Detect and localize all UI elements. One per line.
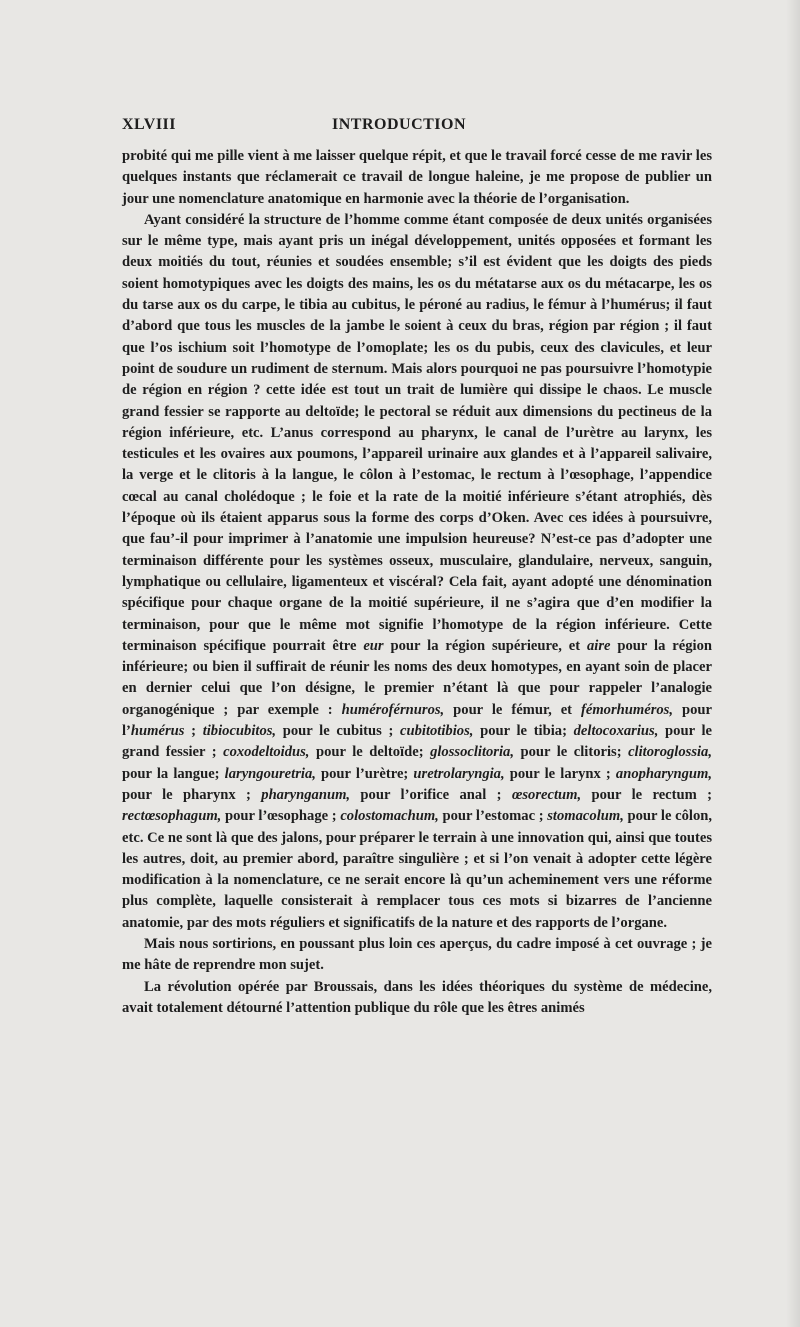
paragraph-3: Mais nous sortirions, en poussant plus loin ces aperçus, du cadre imposé à cet ouvrage ; je me hâte de reprendre mon sujet.: [122, 935, 712, 974]
page-number: XLVIII: [122, 116, 176, 133]
body-text: [122, 146, 712, 1019]
paragraph-4: La révolution opérée par Broussais, dans les idées théoriques du système de médecine, avait totalement détourné l’attention publique du rôle que les êtres animés: [122, 978, 712, 1016]
running-head: [122, 116, 712, 138]
running-title: INTRODUCTION: [332, 116, 467, 133]
paragraph-2: Ayant considéré la structure de l’homme comme étant composée de deux unités organisées sur le même type, mais ayant pris un inégal développement, unités opposées et formant les deux moitiés du tout, réunies et soudées ensemble; s’il est évident que les doigts des pieds soient homotypiques avec les doigts des mains, les os du métatarse aux os du métacarpe, les os du tarse aux os du carpe, le tibia au cubitus, le péroné au radius, le fémur à l’humérus; il faut d’abord que tous les muscles de la jambe le soient à ceux du bras, région par région ; il faut que l’os ischium soit l’homotype de l’omoplate; les os du pubis, ceux des clavicules, et leur point de soudure un rudiment de sternum. Mais alors pourquoi ne pas poursuivre l’homotypie de région en région ? cette idée est tout un trait de lumière qui dissipe le chaos. Le muscle grand fessier se rapporte au deltoïde; le pectoral se réduit aux dimensions du pectineus de la région inférieure, etc. L’anus correspond au pharynx, le canal de l’urètre au larynx, les testicules et les ovaires aux poumons, l’appareil urinaire aux glandes et à l’appareil salivaire, la verge et le clitoris à la langue, le côlon à l’estomac, le rectum à l’œsophage, l’appendice cœcal au canal cholédoque ; le foie et la rate de la moitié inférieure s’étant atrophiés, dès l’époque où ils étaient apparus sous la forme des corps d’Oken. Avec ces idées à poursuivre, que fau’-il pour imprimer à l’anatomie une impulsion heureuse? N’est-ce pas d’adopter une terminaison différente pour les systèmes osseux, musculaire, glandulaire, nerveux, sanguin, lymphatique ou cellulaire, ligamenteux et viscéral? Cela fait, ayant adopté une dénomination spécifique pour chaque organe de la moitié supérieure, il ne s’agira que d’en modifier la terminaison, pour que le même mot signifie l’homotype de la région inférieure. Cette terminaison spécifique pourrait être eur pour la région supérieure, et aire pour la région inférieure; ou bien il suffirait de réunir les noms des deux homotypes, en ayant soin de placer en dernier celui que l’on désigne, le premier n’étant là que pour rappeler l’analogie organogénique ; par exemple : huméroférnuros, pour le fémur, et fémorhuméros, pour l’humérus ; tibiocubitos, pour le cubitus ; cubitotibios, pour le tibia; deltocoxarius, pour le grand fessier ; coxodeltoidus, pour le deltoïde; glossoclitoria, pour le clitoris; clitoroglossia, pour la langue; laryngouretria, pour l’urètre; uretrolaryngia, pour le larynx ; anopharyngum, pour le pharynx ; pharynganum, pour l’orifice anal ; œsorectum, pour le rectum ; rectœsophagum, pour l’œsophage ; colostomachum, pour l’estomac ; stomacolum, pour le côlon, etc. Ce ne sont là que des jalons, pour préparer le terrain à une innovation qui, ainsi que toutes les autres, doit, au premier abord, paraître singulière ; et si l’on venait à adopter cette légère modification à la nomenclature, ce ne serait encore là qu’un acheminement vers une réforme plus complète, laquelle consisterait à remplacer tous ces mots si bizarres de l’ancienne anatomie, par des mots réguliers et significatifs de la nature et des rapports de l’organe.: [122, 211, 713, 931]
paragraph-1: probité qui me pille vient à me laisser quelque répit, et que le travail forcé cesse de me ravir les quelques instants que réclamerait ce travail de longue haleine, je me propose de publier un jour une nomenclature anatomique en harmonie avec la théorie de l’organisation.: [122, 148, 712, 207]
